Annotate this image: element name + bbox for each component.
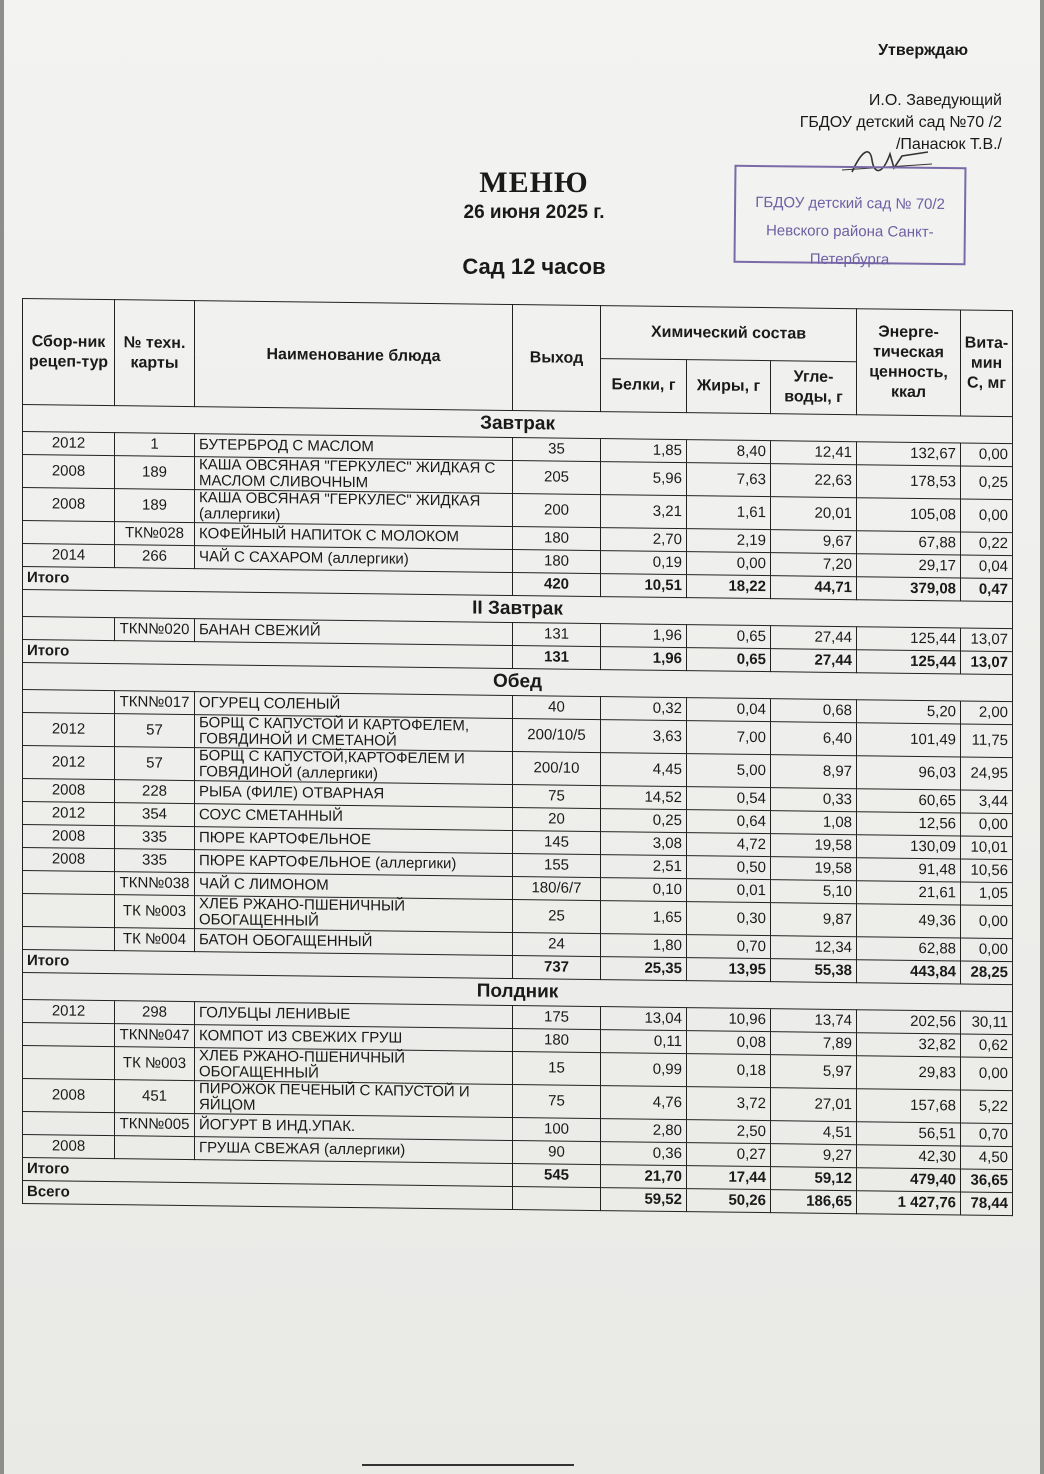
energy-cell: 91,48 bbox=[857, 858, 961, 882]
protein-cell: 59,52 bbox=[601, 1188, 687, 1212]
fat-cell: 0,64 bbox=[687, 810, 771, 834]
collection-cell: 2008 bbox=[23, 825, 115, 849]
paper-sheet bbox=[4, 0, 1040, 1474]
fat-cell: 0,04 bbox=[687, 698, 771, 722]
protein-cell: 0,11 bbox=[601, 1030, 687, 1054]
dish-name-cell: БУТЕРБРОД С МАСЛОМ bbox=[195, 434, 513, 461]
dish-name-cell: ПИРОЖОК ПЕЧЕНЫЙ С КАПУСТОЙ И ЯЙЦОМ bbox=[195, 1081, 513, 1118]
card-cell: 57 bbox=[115, 747, 195, 781]
energy-cell: 157,68 bbox=[857, 1089, 961, 1123]
dish-name-cell: ПЮРЕ КАРТОФЕЛЬНОЕ (аллергики) bbox=[195, 850, 513, 877]
dish-name-cell: ОГУРЕЦ СОЛЕНЫЙ bbox=[195, 692, 513, 719]
col-energy-header: Энерге-тическая ценность, ккал bbox=[857, 309, 961, 416]
title-block bbox=[404, 166, 664, 280]
card-cell: ТКN№038 bbox=[115, 872, 195, 896]
dish-name-cell: КАША ОВСЯНАЯ "ГЕРКУЛЕС" ЖИДКАЯ С МАСЛОМ СЛИВОЧНЫМ bbox=[195, 457, 513, 494]
section-title: Полдник bbox=[23, 973, 1013, 1012]
fat-cell: 1,61 bbox=[687, 496, 771, 530]
vitc-cell: 5,22 bbox=[961, 1090, 1013, 1124]
dish-name-cell: ХЛЕБ РЖАНО-ПШЕНИЧНЫЙ ОБОГАЩЕННЫЙ bbox=[195, 896, 513, 933]
yield-cell: 200/10/5 bbox=[513, 718, 601, 752]
carbs-cell: 7,20 bbox=[771, 553, 857, 577]
yield-cell: 75 bbox=[513, 1084, 601, 1118]
yield-cell: 35 bbox=[513, 437, 601, 461]
collection-cell bbox=[23, 617, 115, 641]
collection-cell: 2012 bbox=[23, 746, 115, 780]
card-cell: 335 bbox=[115, 826, 195, 850]
fat-cell: 13,95 bbox=[687, 958, 771, 982]
carbs-cell: 6,40 bbox=[771, 722, 857, 756]
yield-cell: 175 bbox=[513, 1005, 601, 1029]
collection-cell bbox=[23, 871, 115, 895]
collection-cell bbox=[23, 521, 115, 545]
energy-cell: 379,08 bbox=[857, 577, 961, 601]
yield-cell: 737 bbox=[513, 955, 601, 979]
energy-cell: 12,56 bbox=[857, 812, 961, 836]
energy-cell: 130,09 bbox=[857, 835, 961, 859]
dish-name-cell: БОРЩ С КАПУСТОЙ И КАРТОФЕЛЕМ, ГОВЯДИНОЙ И СМЕТАНОЙ bbox=[195, 715, 513, 752]
collection-cell: 2012 bbox=[23, 713, 115, 747]
collection-cell bbox=[23, 1023, 115, 1047]
fat-cell: 0,00 bbox=[687, 552, 771, 576]
energy-cell: 49,36 bbox=[857, 904, 961, 938]
energy-cell: 1 427,76 bbox=[857, 1191, 961, 1215]
yield-cell: 180 bbox=[513, 1028, 601, 1052]
collection-cell bbox=[23, 1112, 115, 1136]
collection-cell: 2012 bbox=[23, 1000, 115, 1024]
card-cell: ТК №003 bbox=[115, 1047, 195, 1081]
energy-cell: 62,88 bbox=[857, 937, 961, 961]
protein-cell: 3,21 bbox=[601, 495, 687, 529]
carbs-cell: 20,01 bbox=[771, 497, 857, 531]
card-cell: ТКN№005 bbox=[115, 1113, 195, 1137]
energy-cell: 29,17 bbox=[857, 554, 961, 578]
carbs-cell: 9,67 bbox=[771, 530, 857, 554]
dish-name-cell: СОУС СМЕТАННЫЙ bbox=[195, 804, 513, 831]
fat-cell: 7,63 bbox=[687, 463, 771, 497]
yield-cell: 200 bbox=[513, 493, 601, 527]
energy-cell: 105,08 bbox=[857, 498, 961, 532]
dish-name-cell: ЧАЙ С САХАРОМ (аллергики) bbox=[195, 546, 513, 573]
collection-cell bbox=[23, 1046, 115, 1080]
yield-cell: 145 bbox=[513, 830, 601, 854]
carbs-cell: 4,51 bbox=[771, 1121, 857, 1145]
fat-cell: 2,50 bbox=[687, 1120, 771, 1144]
total-label-cell: Итого bbox=[23, 567, 513, 596]
card-cell: 451 bbox=[115, 1080, 195, 1114]
yield-cell: 20 bbox=[513, 807, 601, 831]
fat-cell: 18,22 bbox=[687, 575, 771, 599]
yield-cell: 75 bbox=[513, 784, 601, 808]
protein-cell: 0,99 bbox=[601, 1053, 687, 1087]
col-yield-header: Выход bbox=[513, 304, 601, 411]
fat-cell: 17,44 bbox=[687, 1166, 771, 1190]
protein-cell: 0,19 bbox=[601, 551, 687, 575]
card-cell: ТК №003 bbox=[115, 895, 195, 929]
carbs-cell: 0,33 bbox=[771, 788, 857, 812]
col-fat-header: Жиры, г bbox=[687, 360, 771, 414]
grand-total-label-cell: Всего bbox=[23, 1181, 513, 1210]
collection-cell: 2012 bbox=[23, 432, 115, 456]
dish-name-cell: ПЮРЕ КАРТОФЕЛЬНОЕ bbox=[195, 827, 513, 854]
collection-cell: 2008 bbox=[23, 488, 115, 522]
card-cell: 1 bbox=[115, 433, 195, 457]
vitc-cell: 28,25 bbox=[961, 961, 1013, 985]
vitc-cell: 24,95 bbox=[961, 757, 1013, 791]
yield-cell bbox=[513, 1186, 601, 1210]
carbs-cell: 27,44 bbox=[771, 649, 857, 673]
protein-cell: 1,85 bbox=[601, 439, 687, 463]
energy-cell: 60,65 bbox=[857, 789, 961, 813]
card-cell: 57 bbox=[115, 714, 195, 748]
carbs-cell: 8,97 bbox=[771, 755, 857, 789]
card-cell: ТК№028 bbox=[115, 522, 195, 546]
protein-cell: 1,96 bbox=[601, 624, 687, 648]
fat-cell: 0,30 bbox=[687, 902, 771, 936]
energy-cell: 42,30 bbox=[857, 1145, 961, 1169]
yield-cell: 155 bbox=[513, 853, 601, 877]
dish-name-cell: БАНАН СВЕЖИЙ bbox=[195, 619, 513, 646]
energy-cell: 32,82 bbox=[857, 1033, 961, 1057]
bottom-divider bbox=[362, 1464, 574, 1466]
protein-cell: 10,51 bbox=[601, 574, 687, 598]
carbs-cell: 7,89 bbox=[771, 1032, 857, 1056]
card-cell: 189 bbox=[115, 489, 195, 523]
energy-cell: 101,49 bbox=[857, 723, 961, 757]
protein-cell: 4,76 bbox=[601, 1086, 687, 1120]
card-cell: ТК №004 bbox=[115, 928, 195, 952]
vitc-cell: 10,01 bbox=[961, 836, 1013, 860]
dish-name-cell: РЫБА (ФИЛЕ) ОТВАРНАЯ bbox=[195, 781, 513, 808]
energy-cell: 29,83 bbox=[857, 1056, 961, 1090]
energy-cell: 125,44 bbox=[857, 627, 961, 651]
energy-cell: 202,56 bbox=[857, 1010, 961, 1034]
vitc-cell: 0,04 bbox=[961, 555, 1013, 579]
collection-cell: 2008 bbox=[23, 848, 115, 872]
dish-name-cell: БОРЩ С КАПУСТОЙ,КАРТОФЕЛЕМ И ГОВЯДИНОЙ (аллергики) bbox=[195, 748, 513, 785]
dish-name-cell: ГОЛУБЦЫ ЛЕНИВЫЕ bbox=[195, 1002, 513, 1029]
vitc-cell: 0,00 bbox=[961, 499, 1013, 533]
approver-name: /Панасюк Т.В./ bbox=[895, 136, 1002, 153]
collection-cell: 2008 bbox=[23, 455, 115, 489]
vitc-cell: 78,44 bbox=[961, 1192, 1013, 1216]
total-label-cell: Итого bbox=[23, 1158, 513, 1187]
yield-cell: 24 bbox=[513, 932, 601, 956]
dish-name-cell: ЙОГУРТ В ИНД.УПАК. bbox=[195, 1114, 513, 1141]
col-chem-header: Химический состав bbox=[601, 306, 857, 362]
vitc-cell: 0,47 bbox=[961, 578, 1013, 602]
energy-cell: 5,20 bbox=[857, 700, 961, 724]
vitc-cell: 4,50 bbox=[961, 1146, 1013, 1170]
fat-cell: 0,50 bbox=[687, 856, 771, 880]
yield-cell: 25 bbox=[513, 899, 601, 933]
col-card-header: № техн. карты bbox=[115, 300, 195, 407]
yield-cell: 90 bbox=[513, 1140, 601, 1164]
dish-name-cell: ЧАЙ С ЛИМОНОМ bbox=[195, 873, 513, 900]
collection-cell: 2008 bbox=[23, 1135, 115, 1159]
approver-org: ГБДОУ детский сад №70 /2 bbox=[799, 114, 1002, 131]
carbs-cell: 0,68 bbox=[771, 699, 857, 723]
protein-cell: 3,08 bbox=[601, 832, 687, 856]
menu-date: 26 июня 2025 г. bbox=[463, 202, 605, 223]
card-cell bbox=[115, 1136, 195, 1160]
stamp-line-2: Невского района Санкт-Петербурга bbox=[765, 222, 934, 269]
vitc-cell: 0,25 bbox=[961, 466, 1013, 500]
carbs-cell: 9,87 bbox=[771, 903, 857, 937]
fat-cell: 2,19 bbox=[687, 529, 771, 553]
carbs-cell: 13,74 bbox=[771, 1009, 857, 1033]
carbs-cell: 12,34 bbox=[771, 936, 857, 960]
dish-name-cell: БАТОН ОБОГАЩЕННЫЙ bbox=[195, 929, 513, 956]
card-cell: 228 bbox=[115, 780, 195, 804]
energy-cell: 479,40 bbox=[857, 1168, 961, 1192]
col-carbs-header: Угле-воды, г bbox=[771, 361, 857, 415]
carbs-cell: 27,44 bbox=[771, 626, 857, 650]
protein-cell: 1,65 bbox=[601, 901, 687, 935]
protein-cell: 14,52 bbox=[601, 786, 687, 810]
col-collection-header: Сбор-ник рецеп-тур bbox=[23, 299, 115, 406]
carbs-cell: 27,01 bbox=[771, 1088, 857, 1122]
yield-cell: 100 bbox=[513, 1117, 601, 1141]
yield-cell: 180 bbox=[513, 526, 601, 550]
yield-cell: 40 bbox=[513, 695, 601, 719]
yield-cell: 200/10 bbox=[513, 751, 601, 785]
protein-cell: 0,32 bbox=[601, 697, 687, 721]
yield-cell: 131 bbox=[513, 645, 601, 669]
vitc-cell: 10,56 bbox=[961, 859, 1013, 883]
carbs-cell: 59,12 bbox=[771, 1167, 857, 1191]
dish-name-cell: ГРУША СВЕЖАЯ (аллергики) bbox=[195, 1137, 513, 1164]
col-dish-header: Наименование блюда bbox=[195, 301, 513, 411]
fat-cell: 3,72 bbox=[687, 1087, 771, 1121]
energy-cell: 178,53 bbox=[857, 465, 961, 499]
yield-cell: 545 bbox=[513, 1163, 601, 1187]
collection-cell: 2014 bbox=[23, 544, 115, 568]
vitc-cell: 36,65 bbox=[961, 1169, 1013, 1193]
yield-cell: 420 bbox=[513, 572, 601, 596]
dish-name-cell: ХЛЕБ РЖАНО-ПШЕНИЧНЫЙ ОБОГАЩЕННЫЙ bbox=[195, 1048, 513, 1085]
protein-cell: 2,51 bbox=[601, 855, 687, 879]
vitc-cell: 13,07 bbox=[961, 628, 1013, 652]
approval-block bbox=[800, 40, 1002, 156]
fat-cell: 5,00 bbox=[687, 754, 771, 788]
vitc-cell: 13,07 bbox=[961, 651, 1013, 675]
vitc-cell: 0,00 bbox=[961, 813, 1013, 837]
carbs-cell: 5,97 bbox=[771, 1055, 857, 1089]
fat-cell: 0,08 bbox=[687, 1031, 771, 1055]
collection-cell: 2008 bbox=[23, 1079, 115, 1113]
energy-cell: 125,44 bbox=[857, 650, 961, 674]
carbs-cell: 9,27 bbox=[771, 1144, 857, 1168]
protein-cell: 13,04 bbox=[601, 1007, 687, 1031]
dish-name-cell: КАША ОВСЯНАЯ "ГЕРКУЛЕС" ЖИДКАЯ (аллергики) bbox=[195, 490, 513, 527]
protein-cell: 0,25 bbox=[601, 809, 687, 833]
total-label-cell: Итого bbox=[23, 950, 513, 979]
vitc-cell: 30,11 bbox=[961, 1011, 1013, 1035]
collection-cell bbox=[23, 690, 115, 714]
card-cell: ТКN№047 bbox=[115, 1024, 195, 1048]
fat-cell: 0,18 bbox=[687, 1054, 771, 1088]
carbs-cell: 12,41 bbox=[771, 441, 857, 465]
card-cell: 354 bbox=[115, 803, 195, 827]
vitc-cell: 3,44 bbox=[961, 790, 1013, 814]
yield-cell: 131 bbox=[513, 622, 601, 646]
fat-cell: 50,26 bbox=[687, 1189, 771, 1213]
yield-cell: 180 bbox=[513, 549, 601, 573]
carbs-cell: 22,63 bbox=[771, 464, 857, 498]
vitc-cell: 0,00 bbox=[961, 938, 1013, 962]
carbs-cell: 55,38 bbox=[771, 959, 857, 983]
protein-cell: 3,63 bbox=[601, 720, 687, 754]
energy-cell: 56,51 bbox=[857, 1122, 961, 1146]
energy-cell: 21,61 bbox=[857, 881, 961, 905]
fat-cell: 0,65 bbox=[687, 625, 771, 649]
protein-cell: 4,45 bbox=[601, 753, 687, 787]
col-protein-header: Белки, г bbox=[601, 359, 687, 413]
total-label-cell: Итого bbox=[23, 640, 513, 669]
col-vitc-header: Вита-мин С, мг bbox=[961, 310, 1013, 417]
vitc-cell: 0,00 bbox=[961, 1057, 1013, 1091]
section-title: Обед bbox=[23, 663, 1013, 702]
stamp-line-1: ГБДОУ детский сад № 70/2 bbox=[755, 194, 946, 213]
protein-cell: 0,36 bbox=[601, 1142, 687, 1166]
menu-body bbox=[23, 405, 1013, 1216]
dish-name-cell: КОФЕЙНЫЙ НАПИТОК С МОЛОКОМ bbox=[195, 523, 513, 550]
collection-cell: 2008 bbox=[23, 779, 115, 803]
carbs-cell: 186,65 bbox=[771, 1190, 857, 1214]
vitc-cell: 0,70 bbox=[961, 1123, 1013, 1147]
vitc-cell: 0,62 bbox=[961, 1034, 1013, 1058]
energy-cell: 132,67 bbox=[857, 442, 961, 466]
vitc-cell: 0,22 bbox=[961, 532, 1013, 556]
fat-cell: 0,65 bbox=[687, 648, 771, 672]
carbs-cell: 5,10 bbox=[771, 880, 857, 904]
vitc-cell: 11,75 bbox=[961, 724, 1013, 758]
carbs-cell: 1,08 bbox=[771, 811, 857, 835]
energy-cell: 96,03 bbox=[857, 756, 961, 790]
protein-cell: 21,70 bbox=[601, 1165, 687, 1189]
approve-label: Утверждаю bbox=[878, 42, 968, 59]
protein-cell: 2,70 bbox=[601, 528, 687, 552]
fat-cell: 7,00 bbox=[687, 721, 771, 755]
card-cell: ТКN№017 bbox=[115, 691, 195, 715]
energy-cell: 67,88 bbox=[857, 531, 961, 555]
page-title: МЕНЮ bbox=[479, 166, 589, 199]
approver-position: И.О. Заведующий bbox=[868, 92, 1002, 109]
protein-cell: 1,96 bbox=[601, 647, 687, 671]
card-cell: 189 bbox=[115, 456, 195, 490]
menu-subtitle: Сад 12 часов bbox=[462, 254, 606, 279]
fat-cell: 0,01 bbox=[687, 879, 771, 903]
card-cell: 266 bbox=[115, 545, 195, 569]
energy-cell: 443,84 bbox=[857, 960, 961, 984]
section-title: Завтрак bbox=[23, 405, 1013, 444]
dish-name-cell: КОМПОТ ИЗ СВЕЖИХ ГРУШ bbox=[195, 1025, 513, 1052]
fat-cell: 10,96 bbox=[687, 1008, 771, 1032]
fat-cell: 0,70 bbox=[687, 935, 771, 959]
card-cell: 298 bbox=[115, 1001, 195, 1025]
collection-cell bbox=[23, 894, 115, 928]
fat-cell: 0,27 bbox=[687, 1143, 771, 1167]
header-row bbox=[23, 299, 1013, 364]
collection-cell: 2012 bbox=[23, 802, 115, 826]
fat-cell: 8,40 bbox=[687, 440, 771, 464]
card-cell: 335 bbox=[115, 849, 195, 873]
carbs-cell: 19,58 bbox=[771, 834, 857, 858]
fat-cell: 4,72 bbox=[687, 833, 771, 857]
protein-cell: 2,80 bbox=[601, 1119, 687, 1143]
protein-cell: 5,96 bbox=[601, 462, 687, 496]
yield-cell: 180/6/7 bbox=[513, 876, 601, 900]
vitc-cell: 0,00 bbox=[961, 443, 1013, 467]
fat-cell: 0,54 bbox=[687, 787, 771, 811]
protein-cell: 0,10 bbox=[601, 878, 687, 902]
carbs-cell: 44,71 bbox=[771, 576, 857, 600]
protein-cell: 25,35 bbox=[601, 957, 687, 981]
yield-cell: 205 bbox=[513, 460, 601, 494]
menu-table bbox=[22, 298, 1013, 1216]
carbs-cell: 19,58 bbox=[771, 857, 857, 881]
vitc-cell: 0,00 bbox=[961, 905, 1013, 939]
vitc-cell: 2,00 bbox=[961, 701, 1013, 725]
vitc-cell: 1,05 bbox=[961, 882, 1013, 906]
section-title: II Завтрак bbox=[23, 590, 1013, 629]
protein-cell: 1,80 bbox=[601, 934, 687, 958]
collection-cell bbox=[23, 927, 115, 951]
yield-cell: 15 bbox=[513, 1051, 601, 1085]
organization-stamp bbox=[733, 165, 966, 269]
card-cell: ТКN№020 bbox=[115, 618, 195, 642]
